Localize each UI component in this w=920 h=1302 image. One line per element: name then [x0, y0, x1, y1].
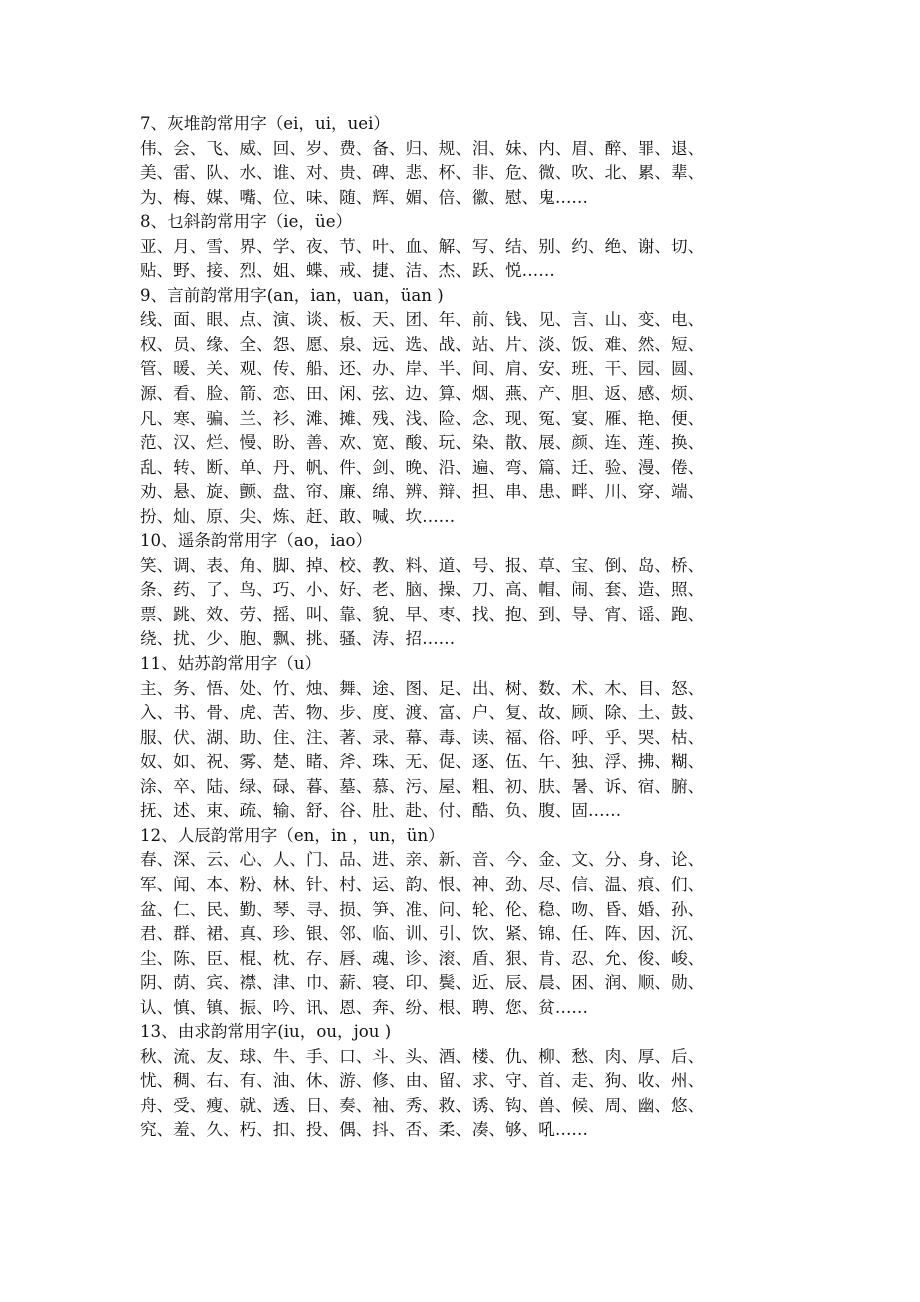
character-line: 抚、述、束、疏、输、舒、谷、肚、赴、付、酷、负、腹、固…… [140, 801, 622, 821]
character-line: 奴、如、祝、雾、楚、睹、斧、珠、无、促、逐、伍、午、独、浮、拂、糊、 [140, 752, 705, 772]
character-line: 权、员、缘、全、怨、愿、泉、远、选、战、站、片、淡、饭、难、然、短、 [140, 334, 705, 354]
character-line: 源、看、脸、箭、恋、田、闲、弦、边、算、烟、燕、产、胆、返、感、烦、 [140, 384, 705, 404]
character-line: 劝、悬、旋、颤、盘、帘、廉、绵、辨、辩、担、串、患、畔、川、穿、端、 [140, 482, 705, 502]
character-line: 范、汉、烂、慢、盼、善、欢、宽、酸、玩、染、散、展、颜、连、莲、换、 [140, 433, 705, 453]
character-line: 秋、流、友、球、牛、手、口、斗、头、酒、楼、仇、柳、愁、肉、厚、后、 [140, 1046, 705, 1066]
character-line: 美、雷、队、水、谁、对、贵、碑、悲、杯、非、危、微、吹、北、累、辈、 [140, 163, 705, 183]
character-line: 军、闻、本、粉、林、针、村、运、韵、恨、神、劲、尽、信、温、痕、们、 [140, 874, 705, 894]
character-line: 扮、灿、原、尖、炼、赶、敢、喊、坎…… [140, 506, 456, 526]
character-line: 君、群、裙、真、珍、银、邻、临、训、引、饮、紧、锦、任、阵、因、沉、 [140, 924, 705, 944]
section-title: 12、人辰韵常用字（en，in ，un，ün） [140, 825, 445, 845]
character-line: 舟、受、瘦、就、透、日、奏、袖、秀、救、诱、钩、兽、候、周、幽、悠、 [140, 1095, 705, 1115]
character-line: 涂、卒、陆、绿、碌、暮、墓、慕、污、屋、粗、初、肤、暑、诉、宿、腑、 [140, 776, 705, 796]
character-line: 盆、仁、民、勤、琴、寻、损、笋、准、问、轮、伦、稳、吻、昏、婚、孙、 [140, 899, 705, 919]
character-line: 线、面、眼、点、演、谈、板、天、团、年、前、钱、见、言、山、变、电、 [140, 310, 705, 330]
character-line: 认、慎、镇、振、吟、讯、恩、奔、纷、根、聘、您、贫…… [140, 997, 589, 1017]
character-line: 伟、会、飞、威、回、岁、费、备、归、规、泪、妹、内、眉、醉、罪、退、 [140, 138, 705, 158]
character-line: 春、深、云、心、人、门、品、进、亲、新、音、今、金、文、分、身、论、 [140, 850, 705, 870]
rhyme-list [140, 112, 780, 1143]
section-title: 8、乜斜韵常用字（ie，üe） [140, 212, 353, 232]
section-title: 10、遥条韵常用字（ao，iao） [140, 531, 373, 551]
section-title: 7、灰堆韵常用字（ei，ui，uei） [140, 114, 391, 133]
character-line: 条、药、了、鸟、巧、小、好、老、脑、操、刀、高、帽、闹、套、造、照、 [140, 580, 705, 600]
section-title: 9、言前韵常用字(an，ian，uan，üan ) [140, 285, 444, 305]
section-ao-iao [140, 529, 780, 652]
character-line: 笑、调、表、角、脚、掉、校、教、料、道、号、报、草、宝、倒、岛、桥、 [140, 555, 705, 575]
character-line: 究、羞、久、朽、扣、投、偶、抖、否、柔、凑、够、吼…… [140, 1120, 589, 1140]
character-line: 服、伏、湖、助、住、注、著、录、幕、毒、读、福、俗、呼、乎、哭、枯、 [140, 727, 705, 747]
section-ie-ue [140, 210, 780, 284]
character-line: 忧、稠、右、有、油、休、游、修、由、留、求、守、首、走、狗、收、州、 [140, 1071, 705, 1091]
section-u [140, 652, 780, 824]
character-line: 乱、转、断、单、丹、帆、件、剑、晚、沿、遍、弯、篇、迁、验、漫、倦、 [140, 457, 705, 477]
character-line: 票、跳、效、劳、摇、叫、靠、貌、早、枣、找、抱、到、导、宵、谣、跑、 [140, 604, 705, 624]
character-line: 阴、荫、宾、襟、津、巾、薪、寝、印、鬓、近、辰、晨、困、润、顺、勋、 [140, 973, 705, 993]
character-line: 绕、扰、少、胞、飘、挑、骚、涛、招…… [140, 629, 456, 649]
section-title: 13、由求韵常用字(iu，ou，jou ) [140, 1022, 392, 1042]
section-title: 11、姑苏韵常用字（u） [140, 654, 322, 674]
character-line: 亚、月、雪、界、学、夜、节、叶、血、解、写、结、别、约、绝、谢、切、 [140, 236, 705, 256]
section-en-in [140, 824, 780, 1020]
character-line: 主、务、悟、处、竹、烛、舞、途、图、足、出、树、数、术、木、目、怒、 [140, 678, 705, 698]
character-line: 为、梅、媒、嘴、位、味、随、辉、媚、倍、徽、慰、鬼…… [140, 187, 589, 207]
section-an-ian [140, 284, 780, 529]
character-line: 管、暖、关、观、传、船、还、办、岸、半、间、肩、安、班、干、园、圆、 [140, 359, 705, 379]
character-line: 尘、陈、臣、棍、枕、存、唇、魂、诊、滚、盾、狠、肯、忍、允、俊、峻、 [140, 948, 705, 968]
character-line: 入、书、骨、虎、苦、物、步、度、渡、富、户、复、故、顾、除、土、鼓、 [140, 703, 705, 723]
character-line: 贴、野、接、烈、姐、蝶、戒、捷、洁、杰、跃、悦…… [140, 261, 555, 281]
section-iu-ou [140, 1020, 780, 1143]
character-line: 凡、寒、骗、兰、衫、滩、摊、残、浅、险、念、现、冤、宴、雁、艳、便、 [140, 408, 705, 428]
section-ei-ui [140, 112, 780, 210]
